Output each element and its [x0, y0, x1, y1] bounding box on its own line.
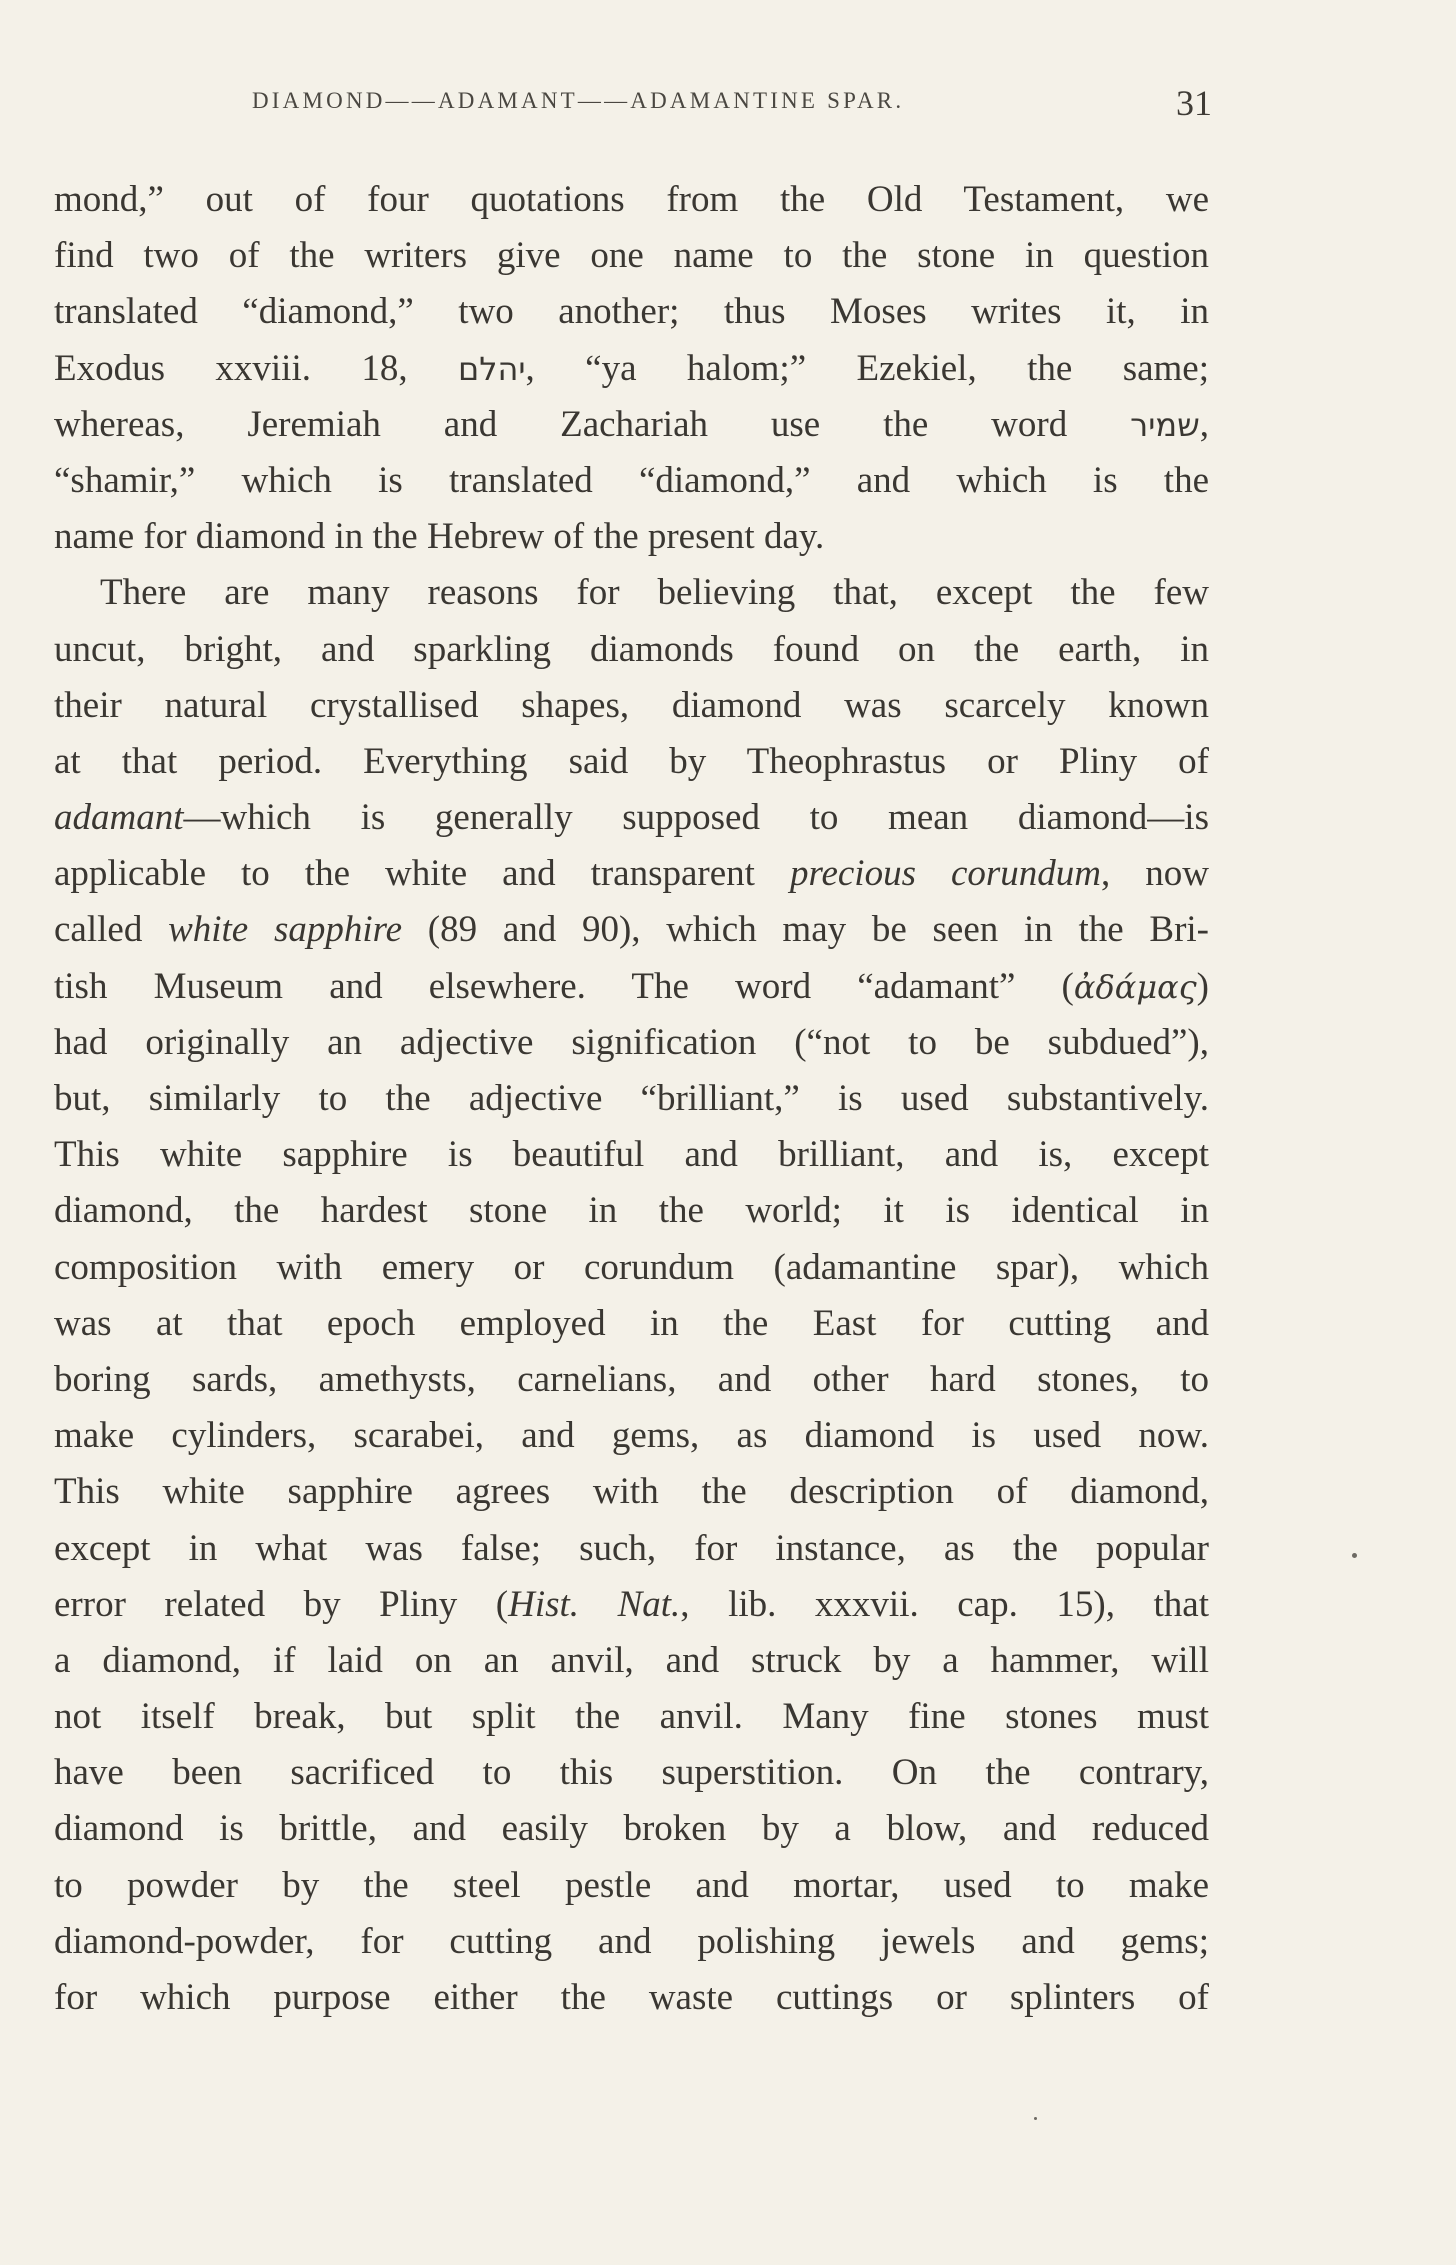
- text-line: [54, 790, 1209, 846]
- text-line: not itself break, but split the anvil. Many fine stones must: [54, 1696, 1209, 1738]
- italic-citation: Hist. Nat.: [508, 1583, 681, 1625]
- text-span: (89 and 90), which may be seen in the Bri-: [402, 909, 1209, 951]
- italic-term: precious corundum: [789, 853, 1102, 895]
- running-head: [252, 82, 1212, 122]
- hebrew-word: יהלם: [458, 349, 526, 388]
- page-number: 31: [1176, 83, 1212, 123]
- text-span: —which is generally supposed to mean diamond—is: [183, 797, 1209, 839]
- text-span: ): [1196, 965, 1209, 1007]
- text-line: had originally an adjective signification (“not to be subdued”),: [54, 1021, 1209, 1063]
- text-line: their natural crystallised shapes, diamond was scarcely known: [54, 684, 1209, 726]
- text-span: applicable to the white and transparent: [54, 853, 790, 895]
- text-line: [54, 1577, 1209, 1633]
- text-span: error related by Pliny (: [54, 1583, 509, 1625]
- text-line: find two of the writers give one name to the stone in question: [54, 235, 1209, 277]
- text-line: [54, 959, 1209, 1015]
- text-line: [54, 397, 1209, 453]
- text-line: uncut, bright, and sparkling diamonds found on the earth, in: [54, 628, 1209, 670]
- text-span: tish Museum and elsewhere. The word “adamant” (: [54, 965, 1074, 1007]
- paper-speck: [1352, 1553, 1357, 1558]
- text-line: composition with emery or corundum (adamantine spar), which: [54, 1246, 1209, 1288]
- paper-speck: [1034, 2117, 1037, 2120]
- text-line: name for diamond in the Hebrew of the present day.: [54, 516, 825, 558]
- italic-term: white sapphire: [168, 909, 403, 951]
- text-line: but, similarly to the adjective “brilliant,” is used substantively.: [54, 1078, 1209, 1119]
- text-line: diamond-powder, for cutting and polishing jewels and gems;: [54, 1920, 1209, 1962]
- text-line: for which purpose either the waste cuttings or splinters of: [54, 1977, 1209, 2018]
- text-span: called: [54, 909, 169, 951]
- text-line: at that period. Everything said by Theophrastus or Pliny of: [54, 740, 1209, 782]
- paragraph-continued: [54, 172, 1209, 565]
- text-line: boring sards, amethysts, carnelians, and other hard stones, to: [54, 1358, 1209, 1400]
- text-line: a diamond, if laid on an anvil, and struck by a hammer, will: [54, 1639, 1209, 1681]
- text-line: was at that epoch employed in the East for cutting and: [54, 1302, 1209, 1344]
- text-line: [54, 341, 1209, 397]
- text-span: whereas, Jeremiah and Zachariah use the word: [54, 403, 1131, 445]
- text-line: to powder by the steel pestle and mortar, used to make: [54, 1864, 1209, 1906]
- text-line: have been sacrificed to this superstition. On the contrary,: [54, 1752, 1209, 1794]
- text-line: diamond, the hardest stone in the world; it is identical in: [54, 1190, 1209, 1232]
- hebrew-word: שמיר: [1130, 405, 1200, 444]
- italic-term: adamant: [54, 797, 184, 839]
- text-span: , now: [1101, 853, 1209, 895]
- text-line: There are many reasons for believing that, except the few: [100, 572, 1209, 614]
- body-text: [54, 172, 1209, 2026]
- text-line: diamond is brittle, and easily broken by a blow, and reduced: [54, 1808, 1209, 1850]
- text-line: translated “diamond,” two another; thus Moses writes it, in: [54, 291, 1209, 333]
- text-line: “shamir,” which is translated “diamond,” and which is the: [54, 459, 1209, 501]
- running-title: DIAMOND——ADAMANT——ADAMANTINE SPAR.: [252, 88, 905, 113]
- text-span: , “ya halom;” Ezekiel, the same;: [525, 347, 1209, 389]
- text-line: except in what was false; such, for instance, as the popular: [54, 1527, 1209, 1569]
- text-span: Exodus xxviii. 18,: [54, 347, 459, 389]
- text-line: mond,” out of four quotations from the Old Testament, we: [54, 179, 1209, 220]
- paragraph: [54, 565, 1209, 2026]
- greek-word: ἀδάμας: [1073, 967, 1197, 1006]
- text-line: make cylinders, scarabei, and gems, as diamond is used now.: [54, 1415, 1209, 1457]
- text-line: [54, 846, 1209, 902]
- text-span: , lib. xxxvii. cap. 15), that: [680, 1583, 1209, 1625]
- text-line: [54, 902, 1209, 958]
- text-line: This white sapphire is beautiful and brilliant, and is, except: [54, 1134, 1209, 1176]
- text-line: This white sapphire agrees with the description of diamond,: [54, 1471, 1209, 1513]
- text-span: ,: [1199, 403, 1209, 445]
